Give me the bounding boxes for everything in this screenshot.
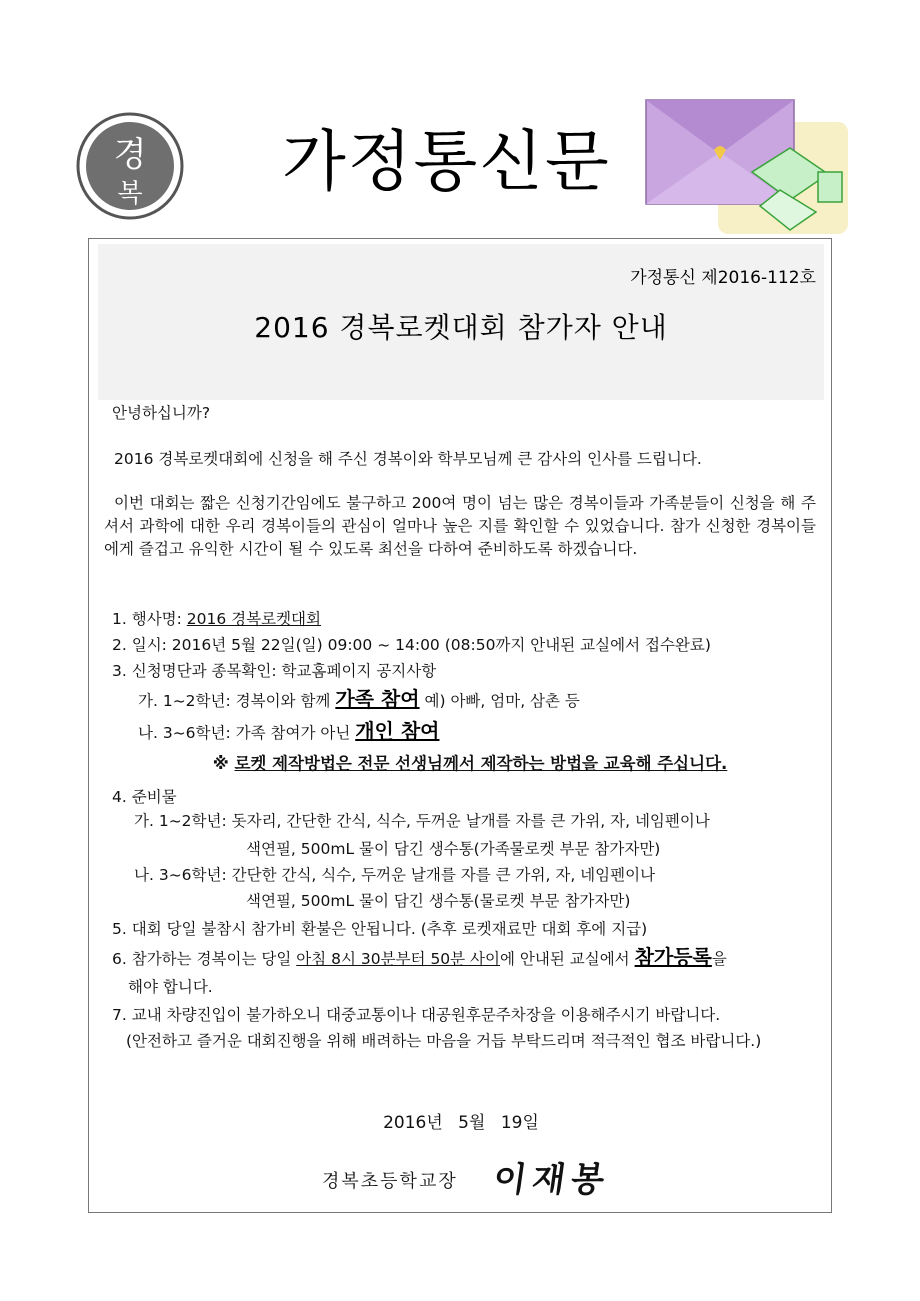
item-3: 3. 신청명단과 종목확인: 학교홈페이지 공지사항 xyxy=(112,662,437,680)
item-3b-emphasis: 개인 참여 xyxy=(355,719,440,743)
notice-text: 로켓 제작방법은 전문 선생님께서 제작하는 방법을 교육해 주십니다. xyxy=(234,754,728,773)
item-3a-post: 예) 아빠, 엄마, 삼촌 등 xyxy=(419,692,580,710)
envelope-icon xyxy=(640,92,850,242)
item-3a-pre: 가. 1~2학년: 경복이와 함께 xyxy=(138,692,336,710)
item-4a-line2: 색연필, 500mL 물이 담긴 생수통(가족물로켓 부문 참가자만) xyxy=(246,840,661,858)
item-1-value: 2016 경복로켓대회 xyxy=(186,610,322,628)
issue-number: 가정통신 제2016-112호 xyxy=(630,268,816,288)
item-6-pre: 6. 참가하는 경복이는 당일 xyxy=(112,950,297,968)
item-3a xyxy=(138,688,580,712)
item-3b xyxy=(138,720,439,744)
item-4b-line1: 나. 3~6학년: 간단한 간식, 식수, 두꺼운 날개를 자를 큰 가위, 자, 네임펜이나 xyxy=(134,866,656,884)
item-3b-pre: 나. 3~6학년: 가족 참여가 아닌 xyxy=(138,724,356,742)
item-3a-emphasis: 가족 참여 xyxy=(335,687,420,711)
item-6-mid: 에 안내된 교실에서 xyxy=(500,950,635,968)
item-7-line2: (안전하고 즐거운 대회진행을 위해 배려하는 마음을 거듭 부탁드리며 적극적인 협조 바랍니다.) xyxy=(126,1032,762,1050)
item-4a-line1: 가. 1~2학년: 돗자리, 간단한 간식, 식수, 두꺼운 날개를 자를 큰 가위, 자, 네임펜이나 xyxy=(134,812,710,830)
item-4: 4. 준비물 xyxy=(112,788,177,806)
document-title: 2016 경복로켓대회 참가자 안내 xyxy=(254,311,668,344)
issue-date: 2016년 5월 19일 xyxy=(383,1113,539,1133)
item-4b-line2: 색연필, 500mL 물이 담긴 생수통(물로켓 부문 참가자만) xyxy=(246,892,631,910)
item-6 xyxy=(112,946,727,970)
item-6-emphasis: 참가등록 xyxy=(634,945,712,969)
logo-char-1: 경 xyxy=(113,135,147,175)
item-1-label: 1. 행사명: xyxy=(112,610,187,628)
notice-line xyxy=(150,750,790,774)
item-7-line1: 7. 교내 차량진입이 불가하오니 대중교통이나 대공원후문주차장을 이용해주시기 바랍니다. xyxy=(112,1006,721,1024)
item-1 xyxy=(112,608,321,630)
principal-signature: 이재봉 xyxy=(490,1160,613,1200)
logo-char-2: 복 xyxy=(117,179,143,209)
paragraph-intro: 이번 대회는 짧은 신청기간임에도 불구하고 200여 명이 넘는 많은 경복이들과 가족분들이 신청을 해 주셔서 과학에 대한 우리 경복이들의 관심이 얼마나 높은 지를 확인할 수 있었습니다. 참가 신청한 경복이들에게 즐겁고 유익한 시간이 될 수 있도록 최선을 다하여 준비하도록 하겠습니다. xyxy=(104,494,816,558)
item-6-time: 아침 8시 30분부터 50분 사이 xyxy=(296,950,501,968)
notice-mark: ※ xyxy=(212,754,235,773)
paragraph-thanks: 2016 경복로켓대회에 신청을 해 주신 경복이와 학부모님께 큰 감사의 인사를 드립니다. xyxy=(114,450,702,468)
item-5: 5. 대회 당일 불참시 참가비 환불은 안됩니다. (추후 로켓재료만 대회 후에 지급) xyxy=(112,920,648,938)
masthead-title: 가정통신문 xyxy=(282,123,611,200)
item-6-line2: 해야 합니다. xyxy=(128,978,213,996)
item-2: 2. 일시: 2016년 5월 22일(일) 09:00 ~ 14:00 (08:50까지 안내된 교실에서 접수완료) xyxy=(112,636,711,654)
item-6-post: 을 xyxy=(711,950,727,968)
school-logo xyxy=(74,110,186,222)
greeting: 안녕하십니까? xyxy=(112,404,211,422)
principal-title: 경복초등학교장 xyxy=(322,1171,458,1192)
